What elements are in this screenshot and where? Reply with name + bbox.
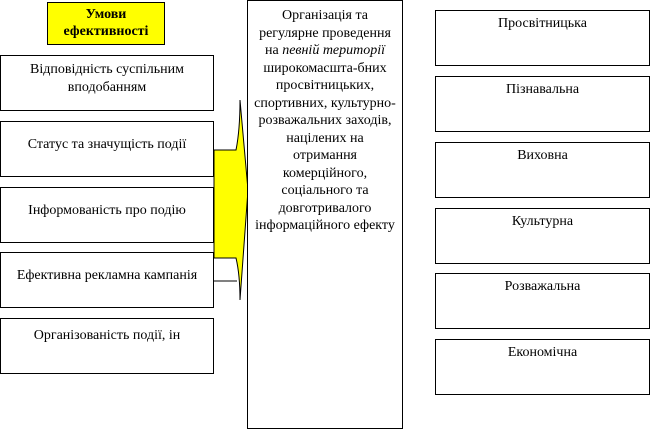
definition-box (247, 0, 403, 429)
arrow-shape (214, 100, 248, 300)
condition-box-4 (0, 252, 214, 308)
condition-box-5 (0, 318, 214, 374)
conditions-title-text: Умови ефективності (63, 7, 149, 39)
function-text: Економічна (507, 345, 578, 360)
conditions-title (47, 2, 165, 45)
condition-text: Відповідність суспільним вподобанням (30, 62, 184, 95)
function-box-1 (435, 10, 650, 66)
function-text: Виховна (517, 148, 568, 163)
function-box-5 (435, 273, 650, 329)
condition-text: Інформованість про подію (28, 203, 186, 218)
function-text: Пізнавальна (505, 82, 580, 97)
function-text: Розважальна (504, 279, 581, 294)
condition-text: Ефективна рекламна кампанія (16, 268, 198, 283)
definition-text-italic: певній території (282, 43, 386, 58)
function-text: Просвітницька (498, 16, 587, 31)
definition-text-after: широкомасшта-бних просвітницьких, спортивних, культурно-розважальних заходів, націлених на отримання комерційного, соціального та довготривалого інформаційного ефекту (254, 60, 396, 233)
condition-text: Статус та значущість події (27, 137, 187, 152)
condition-box-3 (0, 187, 214, 243)
function-box-6 (435, 339, 650, 395)
condition-box-2 (0, 121, 214, 177)
function-box-2 (435, 76, 650, 132)
function-box-4 (435, 208, 650, 264)
function-box-3 (435, 142, 650, 198)
function-text: Культурна (511, 214, 574, 229)
condition-box-1 (0, 55, 214, 111)
condition-text: Організованість події, ін (33, 328, 181, 343)
definition-text-before: Організація та регулярне проведення на (259, 8, 391, 58)
